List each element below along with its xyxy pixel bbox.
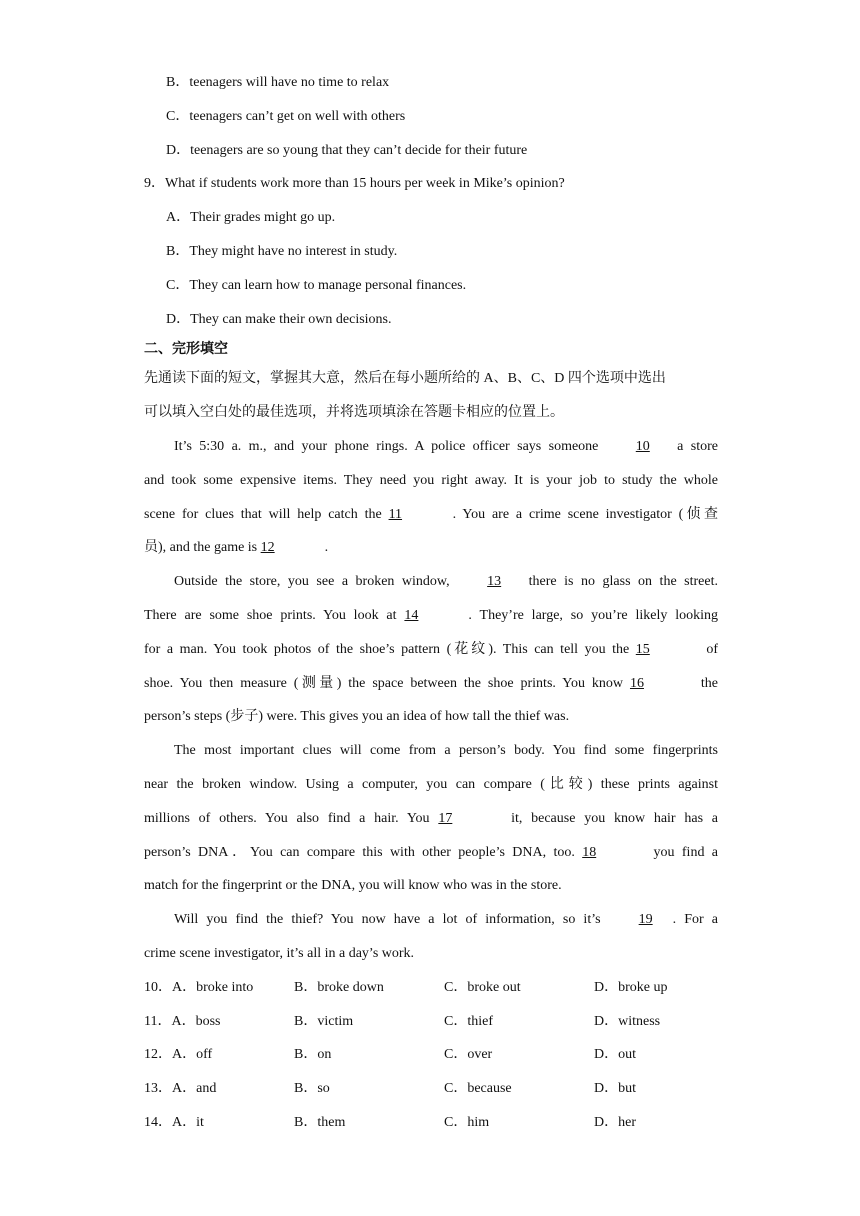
passage-line bbox=[144, 768, 718, 802]
choice-row bbox=[144, 971, 718, 1005]
passage-text: there is no glass on the street. bbox=[521, 574, 718, 590]
question-9 bbox=[144, 167, 718, 336]
choice-option: 11．A．boss bbox=[144, 1013, 221, 1029]
option-c: C．teenagers can’t get on well with others bbox=[166, 108, 406, 124]
passage-text: for a man. You took photos of the shoe’s pattern (花纹). This can tell you the bbox=[144, 641, 636, 657]
passage-line bbox=[144, 430, 718, 464]
passage-text: . You are a crime scene investigator (侦查 bbox=[452, 506, 718, 522]
answer-blank-15: 15 bbox=[635, 641, 650, 657]
section-instructions-line: 先通读下面的短文，掌握其大意，然后在每小题所给的 A、B、C、D 四个选项中选出 bbox=[144, 371, 666, 387]
passage-text: shoe. You then measure (测量) the space between the shoe prints. You know bbox=[144, 675, 630, 691]
passage-line bbox=[144, 802, 718, 836]
passage-text: near the broken window. Using a computer, you can compare (比较) these prints against bbox=[144, 776, 718, 792]
passage-text: person’s steps (步子) were. This gives you an idea of how tall the thief was. bbox=[144, 709, 570, 725]
passage-text: and took some expensive items. They need you right away. It is your job to study the whole bbox=[144, 472, 718, 488]
passage-line bbox=[144, 633, 718, 667]
answer-blank-10: 10 bbox=[635, 438, 650, 454]
passage-line bbox=[144, 869, 718, 903]
passage-line bbox=[144, 498, 718, 532]
choice-row bbox=[144, 1005, 718, 1039]
passage-line bbox=[144, 700, 718, 734]
choice-option: B．them bbox=[294, 1114, 346, 1130]
answer-blank-11: 11 bbox=[388, 506, 403, 522]
passage-text: The most important clues will come from a person’s body. You find some fingerprints bbox=[174, 743, 718, 759]
passage-line bbox=[144, 464, 718, 498]
choice-option: D．her bbox=[594, 1114, 636, 1130]
choice-option: C．thief bbox=[444, 1013, 493, 1029]
choice-option: D．but bbox=[594, 1081, 636, 1097]
question-stem: 9．What if students work more than 15 hours per week in Mike’s opinion? bbox=[144, 176, 565, 192]
passage-line bbox=[144, 667, 718, 701]
option-b: B．teenagers will have no time to relax bbox=[166, 75, 390, 90]
cloze-choices bbox=[144, 971, 718, 1140]
question-8-options bbox=[144, 66, 718, 167]
choice-option: 10．A．broke into bbox=[144, 979, 254, 995]
passage-line bbox=[144, 531, 718, 565]
option-b: B．They might have no interest in study. bbox=[166, 243, 398, 259]
passage-text: of bbox=[699, 641, 718, 657]
answer-blank-19: 19 bbox=[638, 912, 653, 928]
option-a: A．Their grades might go up. bbox=[166, 210, 336, 226]
passage-text: the bbox=[693, 675, 718, 691]
choice-option: 13．A．and bbox=[144, 1081, 217, 1097]
section-title: 二、完形填空 bbox=[144, 341, 228, 358]
passage-line bbox=[144, 565, 718, 599]
passage-text: person’s DNA．You can compare this with other people’s DNA, too. bbox=[144, 844, 583, 860]
choice-option: D．broke up bbox=[594, 979, 668, 995]
option-d: D．teenagers are so young that they can’t decide for their future bbox=[166, 142, 528, 158]
passage-text: millions of others. You also find a hair. You bbox=[144, 810, 439, 826]
option-c: C．They can learn how to manage personal finances. bbox=[166, 277, 467, 293]
passage-line bbox=[144, 903, 718, 937]
passage-line bbox=[144, 937, 718, 971]
choice-option: D．witness bbox=[594, 1013, 661, 1029]
passage-text: it, because you know hair has a bbox=[502, 810, 718, 826]
choice-option: B．on bbox=[294, 1047, 332, 1063]
passage-text: There are some shoe prints. You look at bbox=[144, 607, 405, 623]
choice-option: C．because bbox=[444, 1081, 512, 1097]
section-instructions-line: 可以填入空白处的最佳选项，并将选项填涂在答题卡相应的位置上。 bbox=[144, 405, 564, 421]
choice-option: 14．A．it bbox=[144, 1114, 204, 1130]
passage-text: scene for clues that will help catch the bbox=[144, 506, 389, 522]
answer-blank-12: 12 bbox=[260, 540, 275, 556]
choice-option: 12．A．off bbox=[144, 1047, 213, 1063]
choice-option: C．over bbox=[444, 1047, 493, 1063]
answer-blank-16: 16 bbox=[629, 675, 644, 691]
exam-page bbox=[144, 66, 718, 1140]
passage-line bbox=[144, 599, 718, 633]
answer-blank-13: 13 bbox=[487, 574, 502, 590]
choice-row bbox=[144, 1038, 718, 1072]
choice-option: B．victim bbox=[294, 1013, 354, 1029]
option-d: D．They can make their own decisions. bbox=[166, 311, 392, 327]
cloze-passage bbox=[144, 430, 718, 971]
passage-line bbox=[144, 836, 718, 870]
passage-text: Will you find the thief? You now have a lot of information, so it’s bbox=[174, 912, 609, 928]
choice-option: C．broke out bbox=[444, 979, 521, 995]
choice-option: D．out bbox=[594, 1047, 636, 1063]
passage-text: It’s 5:30 a. m., and your phone rings. A police officer says someone bbox=[174, 438, 606, 454]
passage-text: 员), and the game is bbox=[144, 540, 261, 556]
passage-text: a store bbox=[669, 438, 718, 454]
passage-text: Outside the store, you see a broken window, bbox=[174, 574, 458, 590]
choice-option: C．him bbox=[444, 1114, 490, 1130]
passage-text: you find a bbox=[646, 844, 718, 860]
passage-text: match for the fingerprint or the DNA, you will know who was in the store. bbox=[144, 878, 562, 894]
choice-option: B．broke down bbox=[294, 979, 384, 995]
passage-text: . bbox=[324, 540, 329, 556]
passage-line bbox=[144, 734, 718, 768]
choice-option: B．so bbox=[294, 1081, 330, 1097]
answer-blank-14: 14 bbox=[404, 607, 419, 623]
passage-text: crime scene investigator, it’s all in a day’s work. bbox=[144, 945, 415, 961]
passage-text: . For a bbox=[672, 912, 718, 928]
choice-row bbox=[144, 1072, 718, 1106]
passage-text: . They’re large, so you’re likely looking bbox=[468, 607, 718, 623]
choice-row bbox=[144, 1106, 718, 1140]
answer-blank-17: 17 bbox=[438, 810, 453, 826]
answer-blank-18: 18 bbox=[582, 844, 597, 860]
